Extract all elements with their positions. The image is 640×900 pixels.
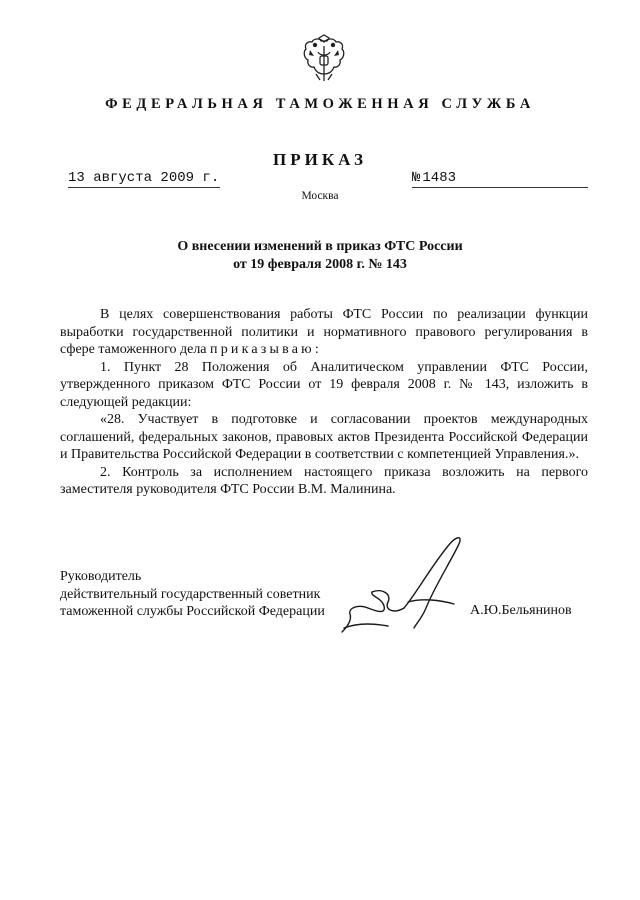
order-subject — [60, 238, 580, 274]
signer-title-line-1: Руководитель — [60, 569, 142, 584]
subject-line-2: от 19 февраля 2008 г. № 143 — [233, 257, 407, 272]
quoted-clause-paragraph: «28. Участвует в подготовке и согласовании проектов международных соглашений, федеральных законов, правовых актов Президента Российской Федерации и Правительства Российской Федерации в соответствии с компетенцией Управления.». — [60, 412, 588, 462]
order-number: 1483 — [422, 170, 457, 186]
order-number-field — [412, 170, 588, 188]
signer-title — [60, 568, 360, 621]
agency-name: ФЕДЕРАЛЬНАЯ ТАМОЖЕННАЯ СЛУЖБА — [105, 96, 535, 112]
order-word: приказываю — [210, 342, 315, 357]
order-body — [60, 306, 588, 499]
coat-of-arms-icon — [300, 34, 348, 84]
clause-1-paragraph: 1. Пункт 28 Положения об Аналитическом управлении ФТС России, утвержденного приказом ФТС России от 19 февраля 2008 г. № 143, изложить в следующей редакции: — [60, 359, 588, 410]
subject-line-1: О внесении изменений в приказ ФТС России — [177, 239, 463, 254]
preamble-colon: : — [314, 342, 319, 357]
signer-title-line-2: действительный государственный советник — [60, 586, 321, 602]
preamble-paragraph — [60, 306, 588, 359]
order-date: 13 августа 2009 г. — [68, 170, 220, 186]
number-sign: № — [412, 170, 421, 186]
city: Москва — [301, 190, 339, 202]
signer-name: А.Ю.Бельянинов — [470, 603, 572, 618]
clause-2-paragraph: 2. Контроль за исполнением настоящего приказа возложить на первого заместителя руководителя ФТС России В.М. Малинина. — [60, 464, 588, 497]
signer-title-line-3: таможенной службы Российской Федерации — [60, 604, 325, 619]
document-type: ПРИКАЗ — [273, 150, 367, 169]
signature-icon — [330, 528, 480, 640]
preamble-text: В целях совершенствования работы ФТС России по реализации функции выработки государственной политики и нормативного правового регулирования в сфере таможенного дела — [60, 307, 588, 357]
